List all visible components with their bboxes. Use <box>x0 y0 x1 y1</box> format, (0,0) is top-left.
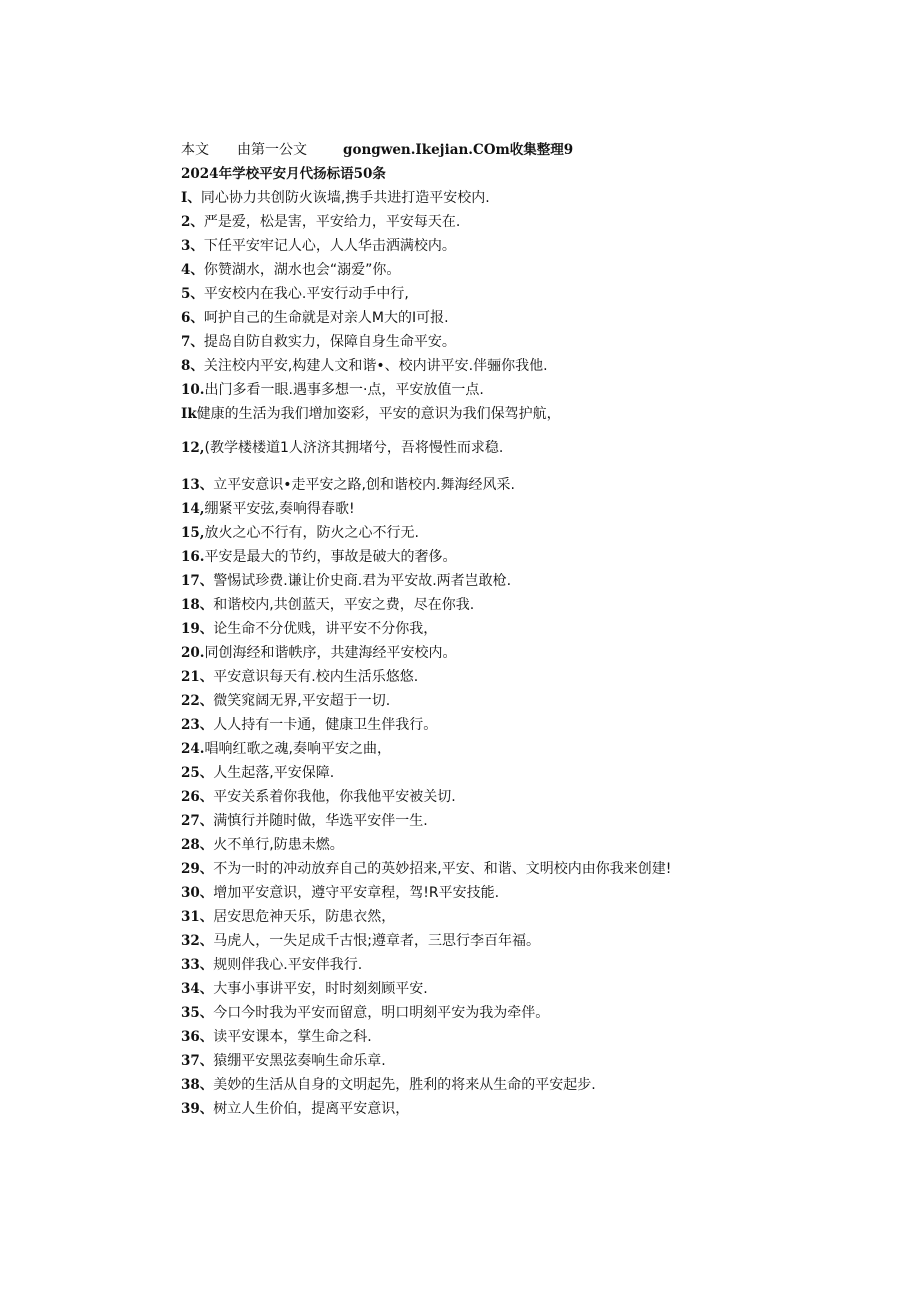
item-text: 满慎行并随时做，华选平安伴一生. <box>213 813 428 829</box>
item-text: 规则伴我心.平安伴我行. <box>213 957 363 973</box>
item-text: 平安是最大的节约，事故是破大的奢侈。 <box>204 549 457 565</box>
list-item <box>181 906 395 928</box>
list-item <box>181 618 437 640</box>
item-text: 大事小事讲平安，时时刻刻顾平安. <box>213 981 428 997</box>
item-text: 平安校内在我心.平安行动手中行, <box>203 286 409 302</box>
item-number: 33、 <box>181 957 214 973</box>
item-number: 16. <box>181 549 205 565</box>
item-number: 26、 <box>181 789 214 805</box>
list-item <box>181 642 457 664</box>
item-number: 38、 <box>181 1077 214 1093</box>
item-number: Ik <box>181 406 197 422</box>
list-item <box>181 283 409 305</box>
item-number: 2、 <box>181 214 204 230</box>
item-number: 35、 <box>181 1005 214 1021</box>
item-number: 37、 <box>181 1053 214 1069</box>
item-number: 27、 <box>181 813 214 829</box>
list-item <box>181 1002 549 1024</box>
item-number: 12, <box>181 440 205 456</box>
item-number: 4、 <box>181 262 204 278</box>
item-text: (教学楼楼道1人济济其拥堵兮，吾将慢性而求稳. <box>204 440 504 456</box>
item-number: 6、 <box>181 310 204 326</box>
item-number: 29、 <box>181 861 214 877</box>
list-item <box>181 474 515 496</box>
list-item <box>181 882 499 904</box>
list-item <box>181 187 490 209</box>
item-text: 人人持有一卡通，健康卫生伴我行。 <box>213 717 438 733</box>
item-text: 和谐校内,共创蓝天，平安之费，尽在你我. <box>213 597 475 613</box>
item-number: 10. <box>181 382 205 398</box>
item-text: 微笑窕阔无界,平安超于一切. <box>213 693 391 709</box>
list-item <box>181 1050 386 1072</box>
item-number: 23、 <box>181 717 214 733</box>
list-item <box>181 403 561 425</box>
list-item <box>181 522 419 544</box>
item-text: 关注校内平安,构建人文和谐•、校内讲平安.伴骊你我他. <box>203 358 548 374</box>
item-number: 8、 <box>181 358 204 374</box>
list-item <box>181 954 362 976</box>
header-label: 本文 <box>181 142 209 158</box>
item-number: 3、 <box>181 238 204 254</box>
item-text: 增加平安意识，遵守平安章程，驾!R平安技能. <box>213 885 500 901</box>
list-item <box>181 666 418 688</box>
list-item <box>181 858 671 880</box>
item-number: 17、 <box>181 573 214 589</box>
item-text: 绷紧平安弦,奏响得春歌! <box>204 501 355 517</box>
list-item <box>181 786 456 808</box>
item-number: 39、 <box>181 1101 214 1117</box>
item-text: 猿绷平安黑弦奏响生命乐章. <box>213 1053 386 1069</box>
header-site: gongwen.Ikejian.COm收集整理9 <box>343 142 574 158</box>
list-item <box>181 235 456 257</box>
item-number: 31、 <box>181 909 214 925</box>
list-item <box>181 355 548 377</box>
list-item <box>181 834 344 856</box>
item-number: 19、 <box>181 621 214 637</box>
item-text: 出门多看一眼.遇事多想一·点，平安放值一点. <box>204 382 484 398</box>
item-number: 15, <box>181 525 205 541</box>
list-item <box>181 978 428 1000</box>
item-text: 同心协力共创防火诙墙,携手共进打造平安校内. <box>200 190 490 206</box>
item-text: 同创海经和谐帙序，共建海经平安校内。 <box>204 645 457 661</box>
item-number: 36、 <box>181 1029 214 1045</box>
list-item <box>181 810 428 832</box>
list-item <box>181 738 391 760</box>
list-item <box>181 1098 409 1120</box>
list-item <box>181 1026 372 1048</box>
item-text: 美妙的生活从自身的文明起先，胜利的将来从生命的平安起步. <box>213 1077 596 1093</box>
list-item <box>181 690 390 712</box>
item-text: 读平安课本，掌生命之科. <box>213 1029 372 1045</box>
item-text: 立平安意识•走平安之路,创和谐校内.舞海经风采. <box>213 477 515 493</box>
item-number: 14, <box>181 501 205 517</box>
list-item <box>181 307 449 329</box>
item-text: 你赞湖水，湖水也会“溺爱”你。 <box>203 262 401 278</box>
item-text: 火不单行,防患未燃。 <box>213 837 344 853</box>
list-item <box>181 930 540 952</box>
item-number: 5、 <box>181 286 204 302</box>
list-item <box>181 379 484 401</box>
item-number: 21、 <box>181 669 214 685</box>
list-item <box>181 762 334 784</box>
item-number: 24. <box>181 741 205 757</box>
list-item <box>181 570 511 592</box>
item-text: 呵护自己的生命就是对亲人M大的I可报. <box>203 310 449 326</box>
item-text: 马虎人，一失足成千古恨;遵章者，三思行李百年福。 <box>213 933 541 949</box>
item-text: 树立人生价伯，提离平安意识， <box>213 1101 410 1117</box>
item-number: 13、 <box>181 477 214 493</box>
item-number: 32、 <box>181 933 214 949</box>
item-text: 警惕试珍费.谦让价史商.君为平安故.两者岂敢枪. <box>213 573 512 589</box>
item-number: 25、 <box>181 765 214 781</box>
document-title: 2024年学校平安月代扬标语50条 <box>181 166 386 182</box>
item-text: 今口今时我为平安而留意，明口明刻平安为我为牵伴。 <box>213 1005 550 1021</box>
item-number: 20. <box>181 645 205 661</box>
item-text: 唱响红歌之魂,奏响平安之曲， <box>204 741 391 757</box>
list-item <box>181 211 460 233</box>
list-item <box>181 594 474 616</box>
item-text: 健康的生活为我们增加姿彩，平安的意识为我们保驾护航， <box>196 406 561 422</box>
item-text: 提岛自防自救实力，保障自身生命平安。 <box>203 334 456 350</box>
item-number: 22、 <box>181 693 214 709</box>
item-text: 放火之心不行有，防火之心不行无. <box>204 525 419 541</box>
item-text: 人生起落,平安保障. <box>213 765 335 781</box>
item-number: 34、 <box>181 981 214 997</box>
item-number: 30、 <box>181 885 214 901</box>
item-number: 28、 <box>181 837 214 853</box>
item-text: 平安意识每天有.校内生活乐悠悠. <box>213 669 419 685</box>
header-source: 由第一公文 <box>237 142 307 158</box>
item-text: 下任平安牢记人心，人人华击洒满校内。 <box>203 238 456 254</box>
page-header <box>181 139 573 161</box>
list-item <box>181 437 503 459</box>
list-item <box>181 498 355 520</box>
item-text: 平安关系着你我他，你我他平安被关切. <box>213 789 456 805</box>
item-text: 严是爱，松是害，平安给力，平安每天在. <box>203 214 461 230</box>
list-item <box>181 714 437 736</box>
item-text: 居安思危神天乐，防患衣然， <box>213 909 396 925</box>
list-item <box>181 546 457 568</box>
item-text: 论生命不分优贱，讲平安不分你我， <box>213 621 438 637</box>
list-item <box>181 331 456 353</box>
item-number: 18、 <box>181 597 214 613</box>
item-number: I、 <box>181 190 201 206</box>
item-number: 7、 <box>181 334 204 350</box>
list-item <box>181 1074 596 1096</box>
list-item <box>181 259 400 281</box>
item-text: 不为一时的冲动放弃自己的英妙招来,平安、和谐、文明校内由你我来创建! <box>213 861 672 877</box>
